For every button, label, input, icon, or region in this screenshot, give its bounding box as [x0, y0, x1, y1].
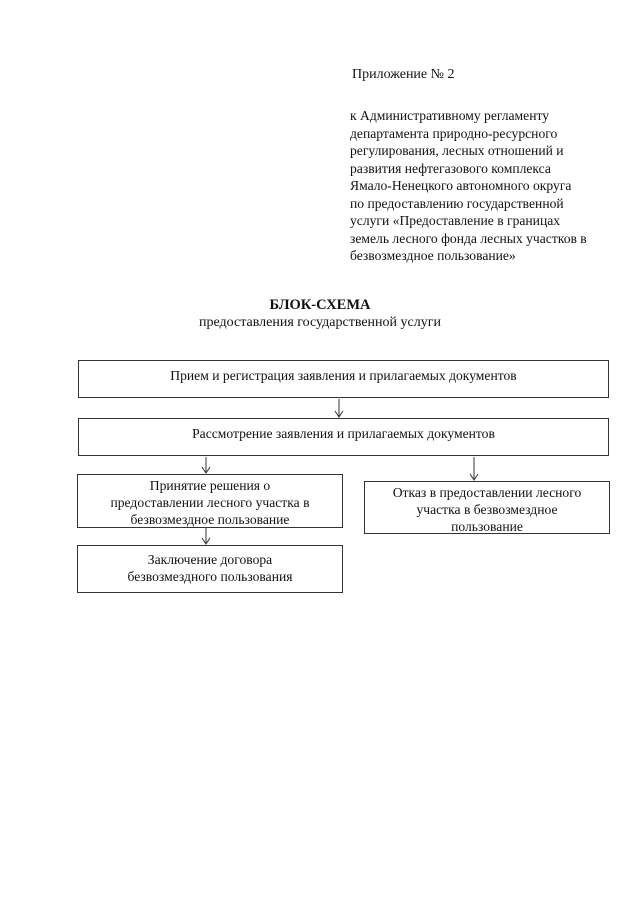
appendix-line: регулирования, лесных отношений и	[350, 143, 564, 158]
step-review-box	[78, 418, 609, 456]
appendix-line: развития нефтегазового комплекса	[350, 160, 551, 176]
step-reception-box	[78, 360, 609, 398]
appendix-reference	[350, 107, 635, 265]
step-text: безвозмездного пользования	[127, 569, 293, 584]
step-refusal-box	[364, 481, 610, 534]
step-text: участка в безвозмездное	[416, 502, 558, 517]
step-text: Рассмотрение заявления и прилагаемых документов	[192, 426, 495, 441]
arrow-down-icon	[202, 528, 210, 544]
step-contract-box	[77, 545, 343, 593]
arrow-down-icon	[470, 457, 478, 480]
appendix-line: Ямало-Ненецкого автономного округа	[350, 178, 572, 193]
appendix-line: земель лесного фонда лесных участков в	[350, 230, 587, 246]
step-text: Принятие решения о	[149, 478, 271, 493]
appendix-line: к Административному регламенту	[350, 108, 550, 123]
scheme-subtitle: предоставления государственной услуги	[199, 315, 441, 330]
step-text: Заключение договора	[147, 552, 273, 567]
step-text: предоставлении лесного участка в	[110, 495, 310, 510]
arrow-down-icon	[202, 457, 210, 473]
appendix-line: по предоставлению государственной	[350, 195, 564, 211]
appendix-line: безвозмездное пользование»	[350, 248, 516, 263]
step-text: Прием и регистрация заявления и прилагаемых документов	[170, 368, 517, 383]
arrow-down-icon	[335, 399, 343, 417]
scheme-title: БЛОК-СХЕМА	[269, 297, 371, 313]
appendix-line: услуги «Предоставление в границах	[350, 213, 561, 228]
appendix-line: департамента природно-ресурсного	[350, 125, 558, 141]
step-text: пользование	[451, 519, 523, 534]
step-approval-box	[77, 474, 343, 528]
step-text: Отказ в предоставлении лесного	[392, 485, 582, 500]
step-text: безвозмездное пользование	[130, 512, 290, 527]
appendix-title: Приложение № 2	[352, 67, 455, 82]
